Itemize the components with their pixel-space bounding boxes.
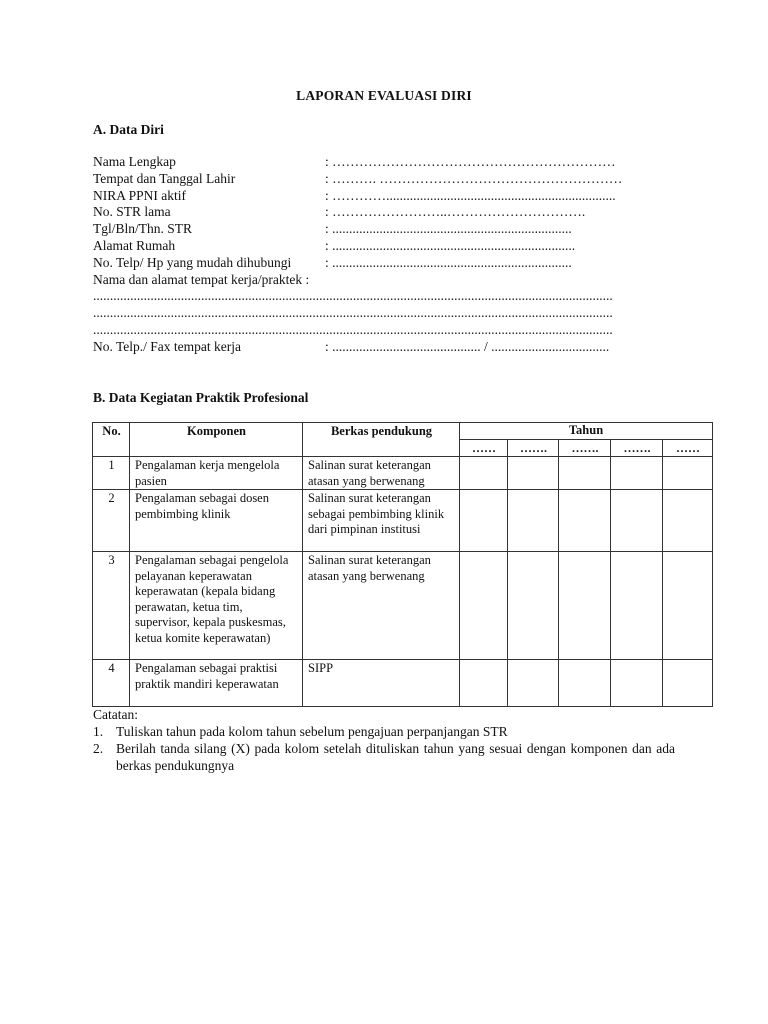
- row-komponen: Pengalaman kerja mengelola pasien: [130, 457, 303, 490]
- mark-cell[interactable]: [663, 490, 713, 552]
- note-item: [93, 723, 675, 740]
- mark-cell[interactable]: [559, 552, 611, 660]
- row-berkas: Salinan surat keterangan sebagai pembimbing klinik dari pimpinan institusi: [303, 490, 460, 552]
- col-header-tahun: Tahun: [460, 423, 713, 440]
- table-header-row: [93, 423, 713, 440]
- year-cell[interactable]: ……: [663, 439, 713, 457]
- row-komponen: Pengalaman sebagai pengelola pelayanan keperawatan keperawatan (kepala bidang perawatan, ketua tim, supervisor, kepala puskesmas, ketua komite keperawatan): [130, 552, 303, 660]
- col-header-komponen: Komponen: [130, 423, 303, 457]
- page-title: LAPORAN EVALUASI DIRI: [296, 88, 472, 103]
- field-fax-tempat-kerja: [93, 339, 673, 356]
- dotted-line: ..........................................................................................................................................................: [93, 305, 613, 321]
- field-nira-ppni: [93, 188, 673, 205]
- field-value: : .......................................................................: [325, 221, 572, 237]
- mark-cell[interactable]: [663, 457, 713, 490]
- field-label: No. Telp./ Fax tempat kerja: [93, 338, 242, 354]
- field-label: Tempat dan Tanggal Lahir: [93, 170, 236, 186]
- table-row: [93, 552, 713, 660]
- mark-cell[interactable]: [460, 552, 508, 660]
- field-no-str-lama: [93, 204, 673, 221]
- notes-heading: Catatan:: [93, 707, 138, 722]
- field-alamat-rumah: [93, 238, 673, 255]
- field-nama-lengkap: [93, 154, 673, 171]
- mark-cell[interactable]: [460, 660, 508, 707]
- row-number: 2: [93, 490, 130, 552]
- mark-cell[interactable]: [460, 490, 508, 552]
- notes-section: [93, 706, 675, 774]
- row-berkas: Salinan surat keterangan atasan yang berwenang: [303, 457, 460, 490]
- field-label: Tgl/Bln/Thn. STR: [93, 221, 193, 237]
- field-label: Alamat Rumah: [93, 237, 176, 253]
- mark-cell[interactable]: [508, 457, 559, 490]
- mark-cell[interactable]: [611, 457, 663, 490]
- field-tgl-str: [93, 221, 673, 238]
- mark-cell[interactable]: [611, 490, 663, 552]
- personal-data-fields: [93, 154, 673, 356]
- mark-cell[interactable]: [611, 552, 663, 660]
- note-item: [93, 740, 675, 774]
- row-number: 4: [93, 660, 130, 707]
- field-value: : ………. ………………………………………………: [325, 170, 623, 186]
- workplace-label: Nama dan alamat tempat kerja/praktek :: [93, 271, 310, 287]
- field-value: : ........................................................................: [325, 237, 576, 253]
- field-value: : ............................................ / ...................................: [325, 338, 610, 354]
- table-row: [93, 490, 713, 552]
- mark-cell[interactable]: [508, 660, 559, 707]
- row-berkas: SIPP: [303, 660, 460, 707]
- note-text: Berilah tanda silang (X) pada kolom setelah dituliskan tahun yang sesuai dengan komponen dan ada berkas pendukungnya: [116, 741, 675, 773]
- col-header-berkas: Berkas pendukung: [303, 423, 460, 457]
- row-number: 1: [93, 457, 130, 490]
- field-tempat-tanggal-lahir: [93, 171, 673, 188]
- row-number: 3: [93, 552, 130, 660]
- field-value: : .......................................................................: [325, 254, 572, 270]
- year-cell[interactable]: ……: [460, 439, 508, 457]
- note-text: Tuliskan tahun pada kolom tahun sebelum pengajuan perpanjangan STR: [116, 724, 508, 739]
- dotted-line: ..........................................................................................................................................................: [93, 288, 613, 304]
- col-header-no: No.: [93, 423, 130, 457]
- section-a-heading: A. Data Diri: [93, 122, 164, 137]
- row-komponen: Pengalaman sebagai dosen pembimbing klinik: [130, 490, 303, 552]
- year-cell[interactable]: …….: [559, 439, 611, 457]
- table-row: [93, 660, 713, 707]
- mark-cell[interactable]: [508, 490, 559, 552]
- field-value: : ………………………………………………………: [325, 154, 616, 169]
- mark-cell[interactable]: [663, 552, 713, 660]
- table-row: [93, 457, 713, 490]
- field-label: No. Telp/ Hp yang mudah dihubungi: [93, 254, 292, 270]
- mark-cell[interactable]: [559, 457, 611, 490]
- mark-cell[interactable]: [460, 457, 508, 490]
- practice-activity-table: [92, 422, 713, 707]
- field-value: : …………....................................................................: [325, 187, 616, 203]
- row-berkas: Salinan surat keterangan atasan yang berwenang: [303, 552, 460, 660]
- section-b-heading: B. Data Kegiatan Praktik Profesional: [93, 390, 309, 405]
- field-label: Nama Lengkap: [93, 154, 176, 169]
- field-label: No. STR lama: [93, 204, 171, 220]
- mark-cell[interactable]: [663, 660, 713, 707]
- row-komponen: Pengalaman sebagai praktisi praktik mandiri keperawatan: [130, 660, 303, 707]
- field-value: : ……………………..………………………….: [325, 204, 586, 220]
- dotted-line: ..........................................................................................................................................................: [93, 321, 613, 337]
- field-no-telp: [93, 255, 673, 272]
- mark-cell[interactable]: [559, 490, 611, 552]
- mark-cell[interactable]: [508, 552, 559, 660]
- mark-cell[interactable]: [611, 660, 663, 707]
- note-number: 2.: [93, 741, 104, 756]
- mark-cell[interactable]: [559, 660, 611, 707]
- year-cell[interactable]: …….: [611, 439, 663, 457]
- field-label: NIRA PPNI aktif: [93, 187, 187, 203]
- note-number: 1.: [93, 724, 104, 739]
- year-cell[interactable]: …….: [508, 439, 559, 457]
